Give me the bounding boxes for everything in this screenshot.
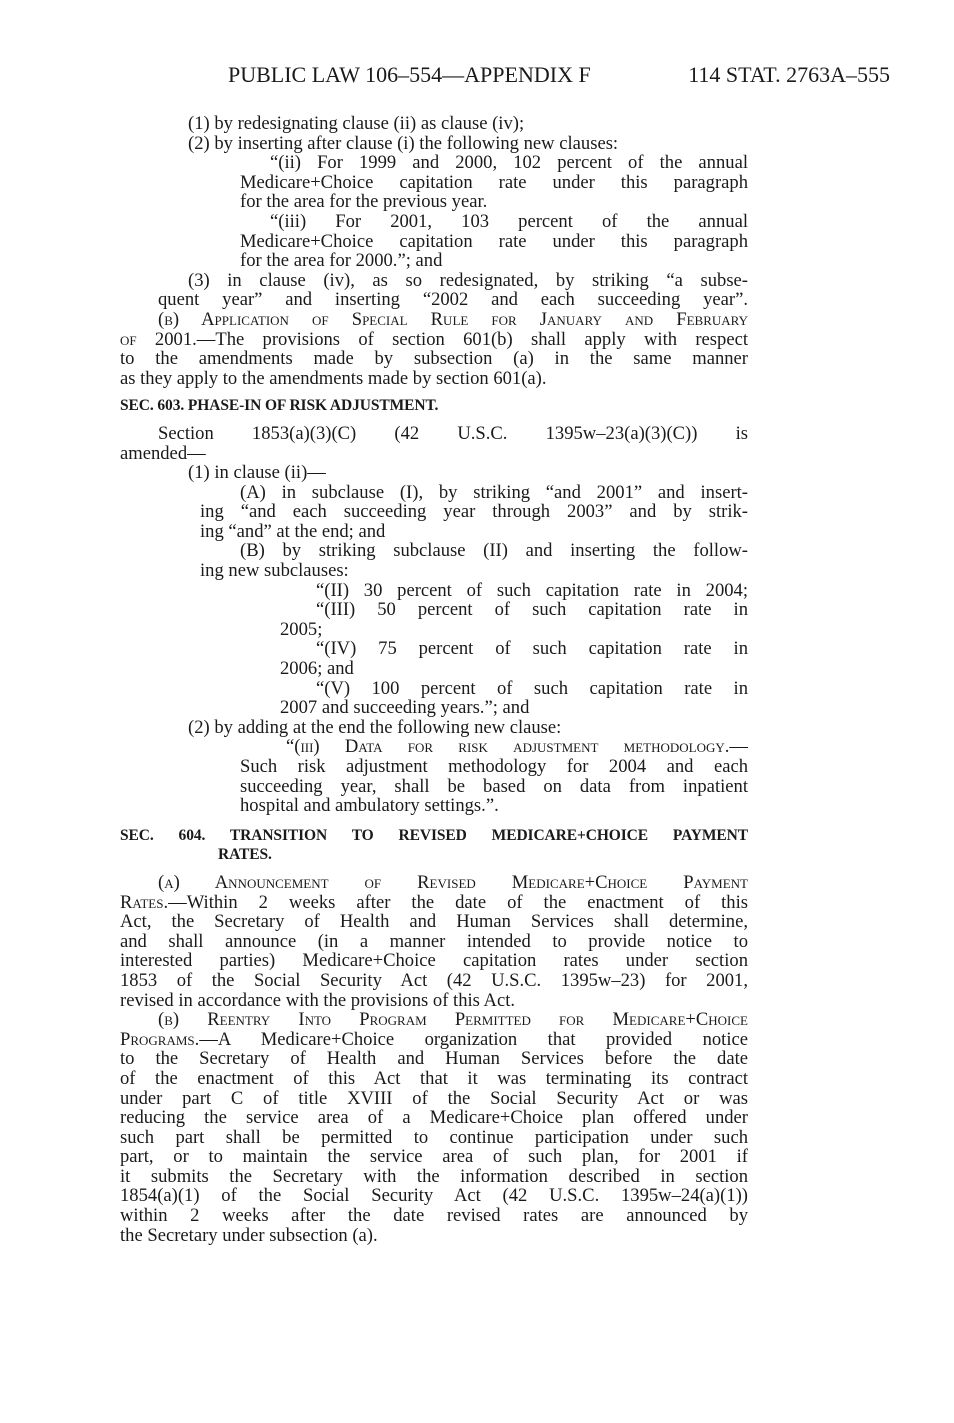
text-line: (2) by inserting after clause (i) the following new clauses:: [188, 132, 619, 154]
text-line: to the amendments made by subsection (a) in the same manner: [120, 348, 748, 370]
text-line: succeeding year, shall be based on data from inpatient: [240, 775, 748, 797]
text-line: part, or to maintain the service area of such plan, for 2001 if: [120, 1146, 748, 1168]
text-line: interested parties) Medicare+Choice capitation rates under section: [120, 950, 748, 972]
text-span: —A Medicare+Choice organization that provided notice: [199, 1028, 748, 1050]
text-line: the Secretary under subsection (a).: [120, 1224, 378, 1246]
text-span: 2001.—The provisions of section 601(b) shall apply with respect: [136, 328, 748, 350]
text-line: of the enactment of this Act that it was terminating its contract: [120, 1067, 748, 1089]
clause-heading: “(iii) Data for risk adjustment methodology.—: [286, 736, 748, 758]
text-line: ing new subclauses:: [200, 560, 349, 582]
text-line: 1854(a)(1) of the Social Security Act (42 U.S.C. 1395w–24(a)(1)): [120, 1185, 748, 1207]
text-line: it submits the Secretary with the information described in section: [120, 1165, 748, 1187]
text-line: reducing the service area of a Medicare+Choice plan offered under: [120, 1107, 748, 1129]
section-heading-603: SEC. 603. PHASE-IN OF RISK ADJUSTMENT.: [120, 397, 439, 415]
text-line: [120, 330, 748, 350]
subsection-heading-tail: of: [120, 328, 137, 350]
text-line: for the area for 2000.”; and: [240, 250, 443, 272]
text-line: under part C of title XVIII of the Social Security Act or was: [120, 1087, 748, 1109]
text-line: 2006; and: [280, 658, 354, 680]
text-line: ing “and” at the end; and: [200, 520, 386, 542]
text-line: hospital and ambulatory settings.”.: [240, 795, 499, 817]
text-span: —Within 2 weeks after the date of the enactment of this: [168, 891, 748, 913]
text-line: (2) by adding at the end the following new clause:: [188, 716, 562, 738]
subsection-heading: (a) Announcement of Revised Medicare+Choice Payment: [158, 871, 748, 893]
page-header: [228, 62, 890, 88]
section-heading-604-cont: RATES.: [218, 846, 272, 864]
document-body: [120, 114, 748, 1245]
text-line: to the Secretary of Health and Human Services before the date: [120, 1048, 748, 1070]
subsection-heading-tail: Programs.: [120, 1028, 200, 1050]
subsection-heading: (b) Application of Special Rule for January and February: [158, 308, 748, 330]
text-line: for the area for the previous year.: [240, 191, 488, 213]
text-line: quent year” and inserting “2002 and each succeeding year”.: [158, 289, 748, 311]
subsection-heading: (b) Reentry Into Program Permitted for Medicare+Choice: [158, 1009, 748, 1031]
subsection-heading-tail: Rates.: [120, 891, 169, 913]
header-title: PUBLIC LAW 106–554—APPENDIX F: [228, 62, 591, 87]
text-line: (1) by redesignating clause (ii) as clause (iv);: [188, 113, 525, 134]
text-line: Medicare+Choice capitation rate under this paragraph: [240, 230, 748, 252]
text-line: “(III) 50 percent of such capitation rate in: [316, 599, 748, 621]
text-line: 2005;: [280, 618, 323, 640]
text-line: such part shall be permitted to continue participation under such: [120, 1126, 748, 1148]
text-line: Medicare+Choice capitation rate under this paragraph: [240, 171, 748, 193]
text-line: “(V) 100 percent of such capitation rate in: [316, 677, 748, 699]
text-line: (3) in clause (iv), as so redesignated, by striking “a subse-: [188, 269, 748, 291]
header-page-number: 114 STAT. 2763A–555: [688, 62, 890, 87]
text-line: and shall announce (in a manner intended to provide notice to: [120, 930, 748, 952]
text-line: revised in accordance with the provisions of this Act.: [120, 989, 516, 1011]
text-line: “(IV) 75 percent of such capitation rate in: [316, 638, 748, 660]
text-line: (1) in clause (ii)—: [188, 462, 326, 484]
text-line: amended—: [120, 442, 206, 464]
text-line: [120, 1030, 748, 1050]
text-line: within 2 weeks after the date revised rates are announced by: [120, 1205, 748, 1227]
text-line: as they apply to the amendments made by section 601(a).: [120, 367, 547, 389]
text-line: [120, 893, 748, 913]
text-line: Act, the Secretary of Health and Human Services shall determine,: [120, 911, 748, 933]
text-line: “(II) 30 percent of such capitation rate in 2004;: [316, 579, 748, 601]
text-line: “(iii) For 2001, 103 percent of the annual: [270, 210, 748, 232]
text-line: (B) by striking subclause (II) and inserting the follow-: [240, 540, 748, 562]
text-line: Section 1853(a)(3)(C) (42 U.S.C. 1395w–23(a)(3)(C)) is: [158, 422, 748, 444]
text-line: Such risk adjustment methodology for 2004 and each: [240, 756, 748, 777]
text-line: ing “and each succeeding year through 2003” and by strik-: [200, 501, 748, 523]
section-heading-604: SEC. 604. TRANSITION TO REVISED MEDICARE+CHOICE PAYMENT: [120, 826, 748, 844]
text-line: (A) in subclause (I), by striking “and 2001” and insert-: [240, 481, 748, 503]
text-line: 2007 and succeeding years.”; and: [280, 697, 530, 719]
text-line: 1853 of the Social Security Act (42 U.S.C. 1395w–23) for 2001,: [120, 969, 748, 991]
text-line: “(ii) For 1999 and 2000, 102 percent of the annual: [270, 152, 748, 174]
